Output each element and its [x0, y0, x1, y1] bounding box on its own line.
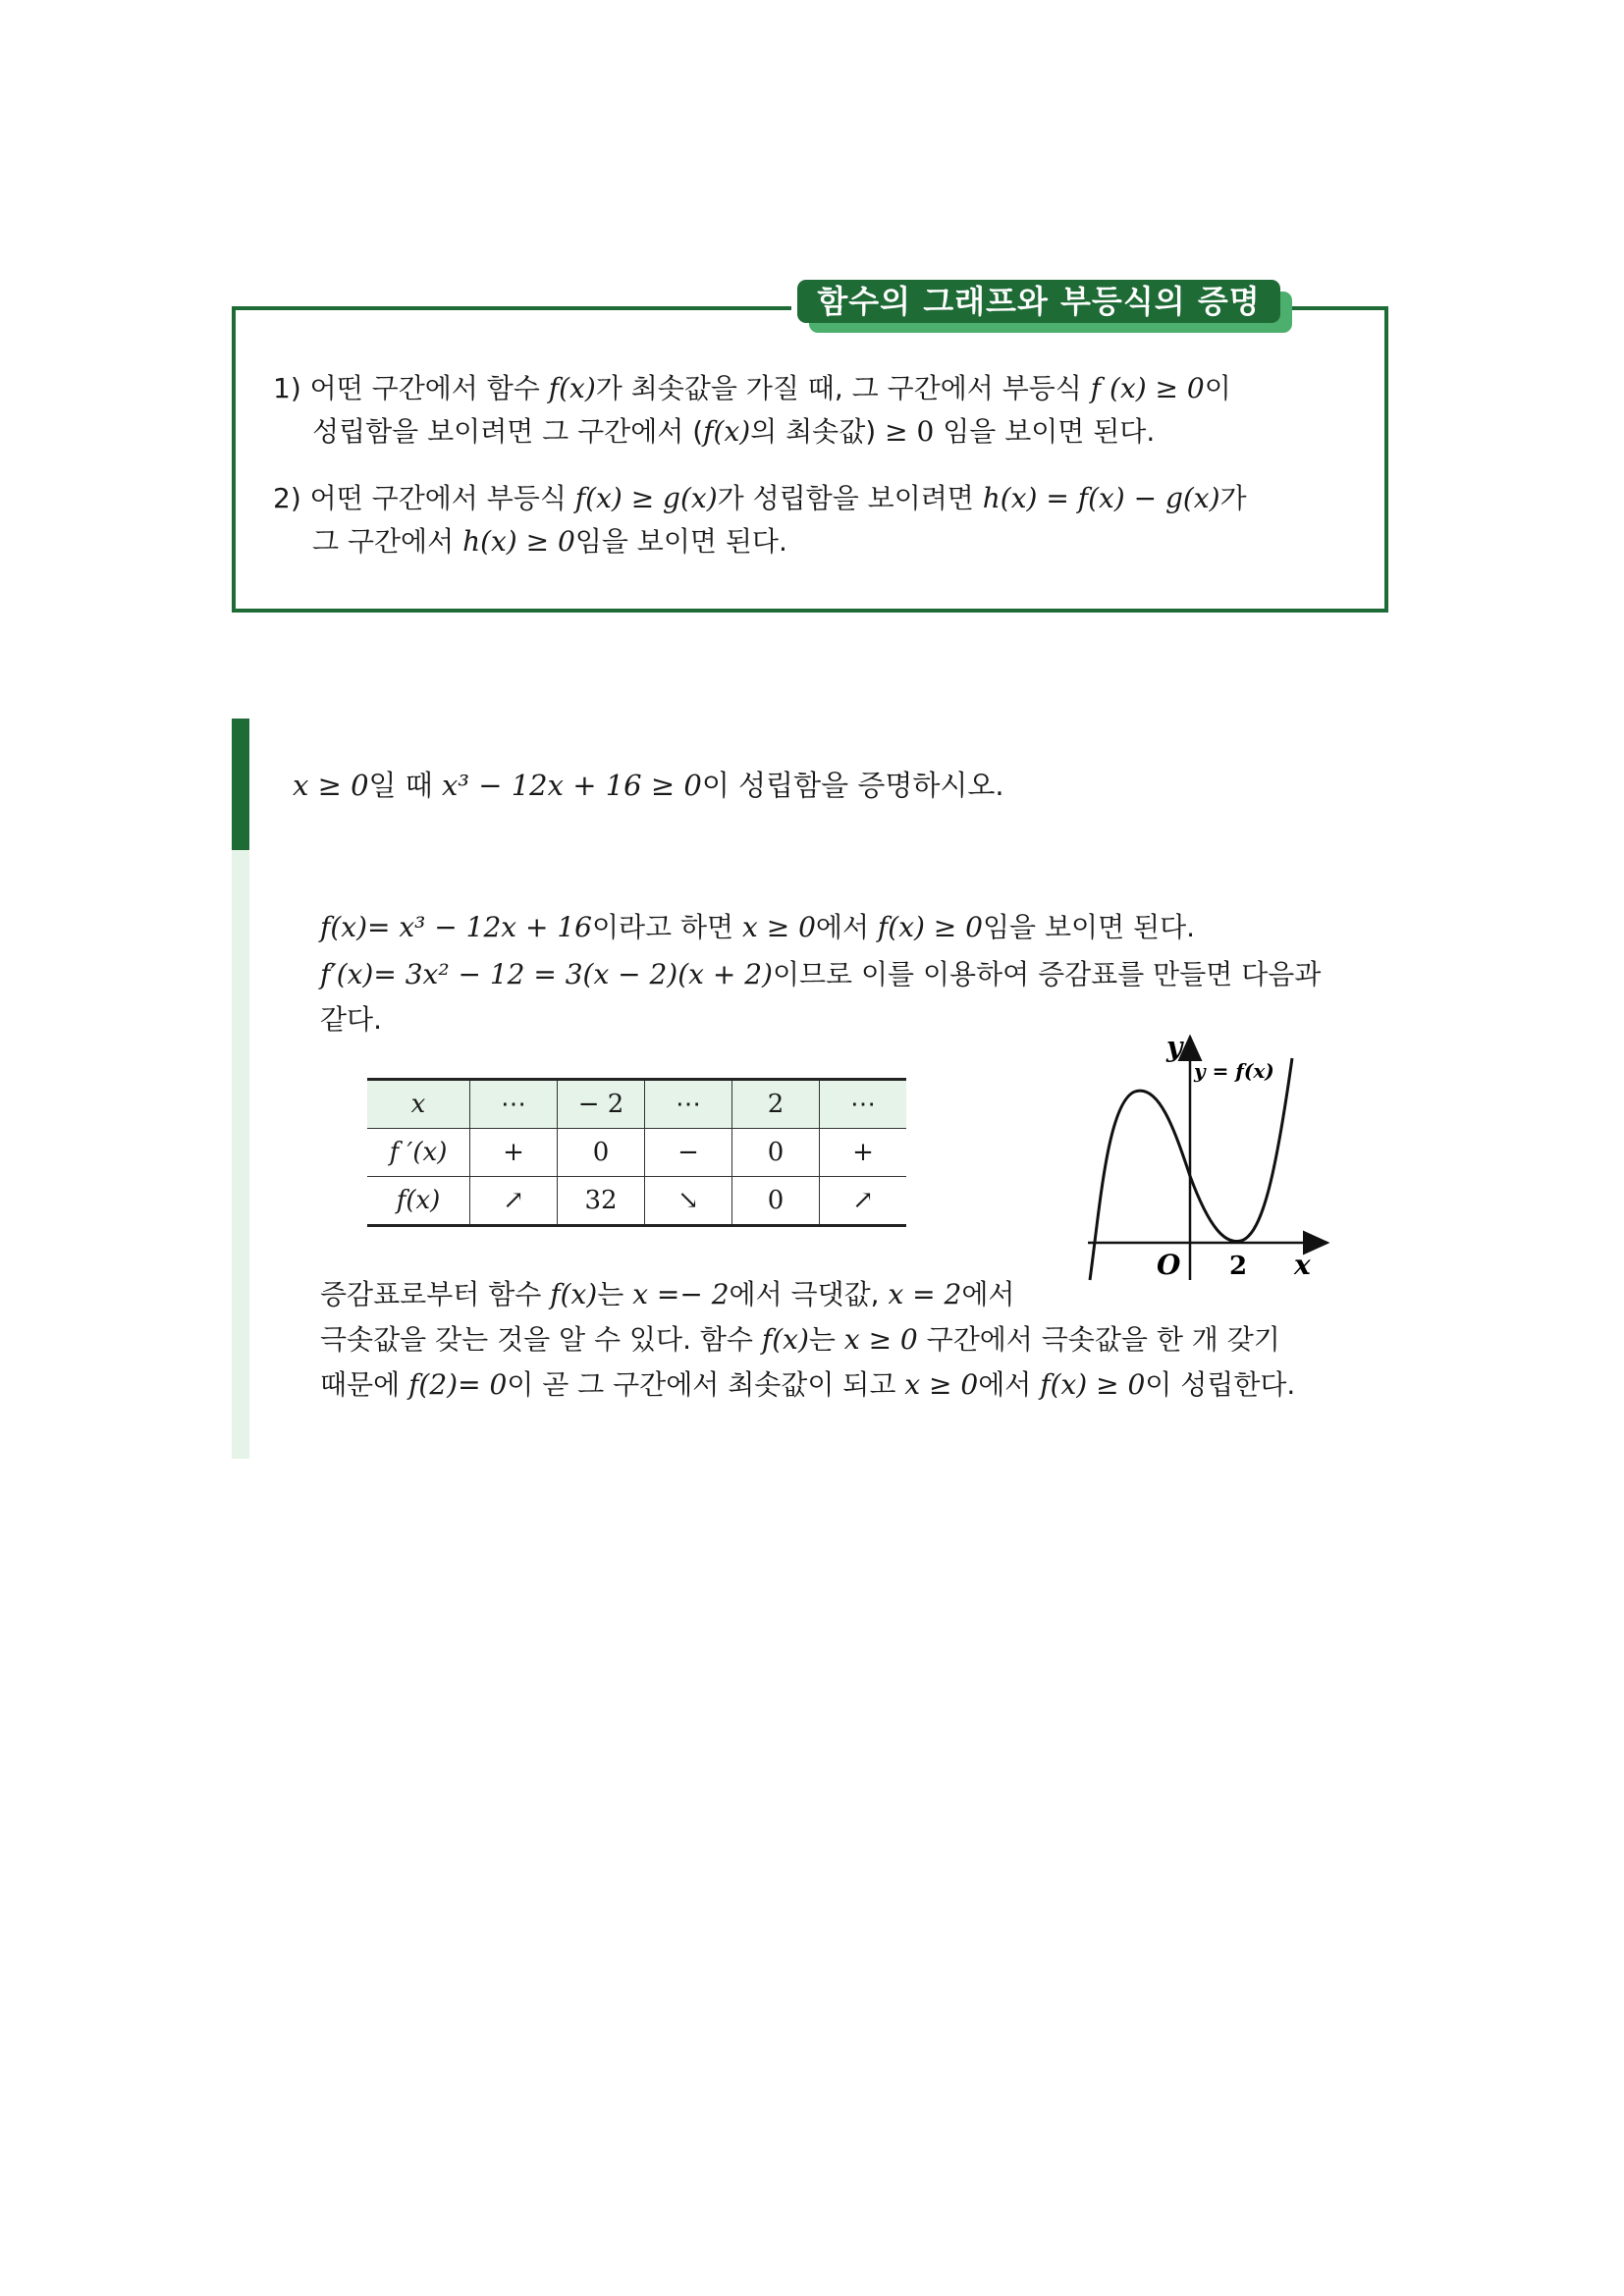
rule-1-line-2: 성립함을 보이려면 그 구간에서 (f(x)의 최솟값) ≥ 0 임을 보이면 된다. [312, 415, 1156, 448]
tick-label: 2 [1229, 1252, 1248, 1281]
table-row [367, 1080, 906, 1129]
math-inequality: f(x) ≥ g(x) [574, 482, 718, 514]
concept-title: 함수의 그래프와 부등식의 증명 [797, 280, 1280, 323]
solution-line-3: 같다. [320, 1003, 382, 1036]
table-cell: 0 [732, 1177, 820, 1226]
problem-statement: x ≥ 0일 때 x³ − 12x + 16 ≥ 0이 성립함을 증명하시오. [293, 769, 1004, 802]
solution-side-bar [232, 850, 249, 1459]
table-row [367, 1129, 906, 1177]
function-graph [1074, 1023, 1339, 1288]
table-cell: − 2 [558, 1080, 645, 1129]
table-cell: f(x) [367, 1177, 470, 1226]
table-cell: f ′(x) [367, 1129, 470, 1177]
table-cell: + [470, 1129, 558, 1177]
table-cell: 0 [732, 1129, 820, 1177]
table-cell: x [367, 1080, 470, 1129]
table-cell: − [645, 1129, 732, 1177]
table-cell: ⋯ [645, 1080, 732, 1129]
table-cell: ⋯ [470, 1080, 558, 1129]
variation-table [367, 1078, 906, 1227]
table-cell: 0 [558, 1129, 645, 1177]
y-axis-label: y [1166, 1031, 1183, 1063]
table-cell: 32 [558, 1177, 645, 1226]
math-inequality: h(x) ≥ 0 [462, 525, 575, 558]
solution-line-1: f(x)= x³ − 12x + 16이라고 하면 x ≥ 0에서 f(x) ≥ 0임을 보이면 된다. [320, 911, 1196, 943]
table-cell: ↗ [820, 1177, 907, 1226]
math-inequality: ≥ 0 [885, 415, 935, 448]
solution-line-4: 증감표로부터 함수 f(x)는 x =− 2에서 극댓값, x = 2에서 [320, 1278, 1015, 1310]
math-inequality: f (x) ≥ 0 [1090, 372, 1205, 404]
table-cell: + [820, 1129, 907, 1177]
rule-1-number: 1) [273, 372, 301, 404]
solution-line-5: 극솟값을 갖는 것을 알 수 있다. 함수 f(x)는 x ≥ 0 구간에서 극솟값을 한 개 갖기 [320, 1323, 1280, 1356]
table-cell: 2 [732, 1080, 820, 1129]
math-condition: x ≥ 0 [293, 769, 369, 802]
math-fx: f(x) [548, 372, 596, 404]
rule-2-line-1: 2) 어떤 구간에서 부등식 f(x) ≥ g(x)가 성립함을 보이려면 h(x) = f(x) − g(x)가 [273, 482, 1247, 514]
table-cell: ⋯ [820, 1080, 907, 1129]
x-axis-label: x [1294, 1249, 1311, 1281]
solution-line-6: 때문에 f(2)= 0이 곧 그 구간에서 최솟값이 되고 x ≥ 0에서 f(x) ≥ 0이 성립한다. [320, 1368, 1296, 1401]
curve-label: y = f(x) [1194, 1059, 1274, 1083]
origin-label: O [1157, 1249, 1181, 1281]
solution-line-2: f′(x)= 3x² − 12 = 3(x − 2)(x + 2)이므로 이를 이용하여 증감표를 만들면 다음과 [320, 958, 1322, 990]
math-hx-definition: h(x) = f(x) − g(x) [982, 482, 1220, 514]
problem-marker-bar [232, 719, 249, 850]
math-fx: f(x) [703, 415, 751, 448]
rule-2-number: 2) [273, 482, 301, 514]
rule-2-line-2: 그 구간에서 h(x) ≥ 0임을 보이면 된다. [312, 525, 787, 558]
concept-box [232, 306, 1388, 613]
rule-1-line-1: 1) 어떤 구간에서 함수 f(x)가 최솟값을 가질 때, 그 구간에서 부등식 f (x) ≥ 0이 [273, 372, 1231, 404]
table-row [367, 1177, 906, 1226]
math-expression: x³ − 12x + 16 ≥ 0 [442, 769, 702, 802]
table-cell: ↗ [470, 1177, 558, 1226]
table-cell: ↘ [645, 1177, 732, 1226]
